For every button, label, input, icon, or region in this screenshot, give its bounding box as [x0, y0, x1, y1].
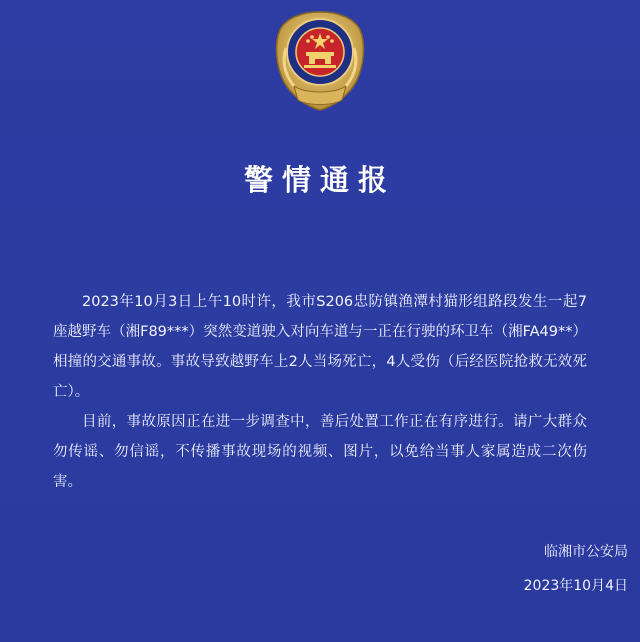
police-emblem-icon [268, 8, 372, 114]
page-title: 警情通报 [243, 163, 396, 197]
notice-body [53, 287, 587, 497]
signature-date: 2023年10月4日 [523, 578, 628, 594]
notice-paragraph-2: 目前，事故原因正在进一步调查中，善后处置工作正在有序进行。请广大群众勿传谣、勿信谣，不传播事故现场的视频、图片，以免给当事人家属造成二次伤害。 [53, 414, 587, 490]
signature-organization: 临湘市公安局 [544, 544, 628, 560]
notice-paragraph-1: 2023年10月3日上午10时许，我市S206忠防镇渔潭村猫形组路段发生一起7座越野车（湘F89***）突然变道驶入对向车道与一正在行驶的环卫车（湘FA49**）相撞的交通事故。事故导致越野车上2人当场死亡，4人受伤（后经医院抢救无效死亡）。 [53, 294, 587, 400]
